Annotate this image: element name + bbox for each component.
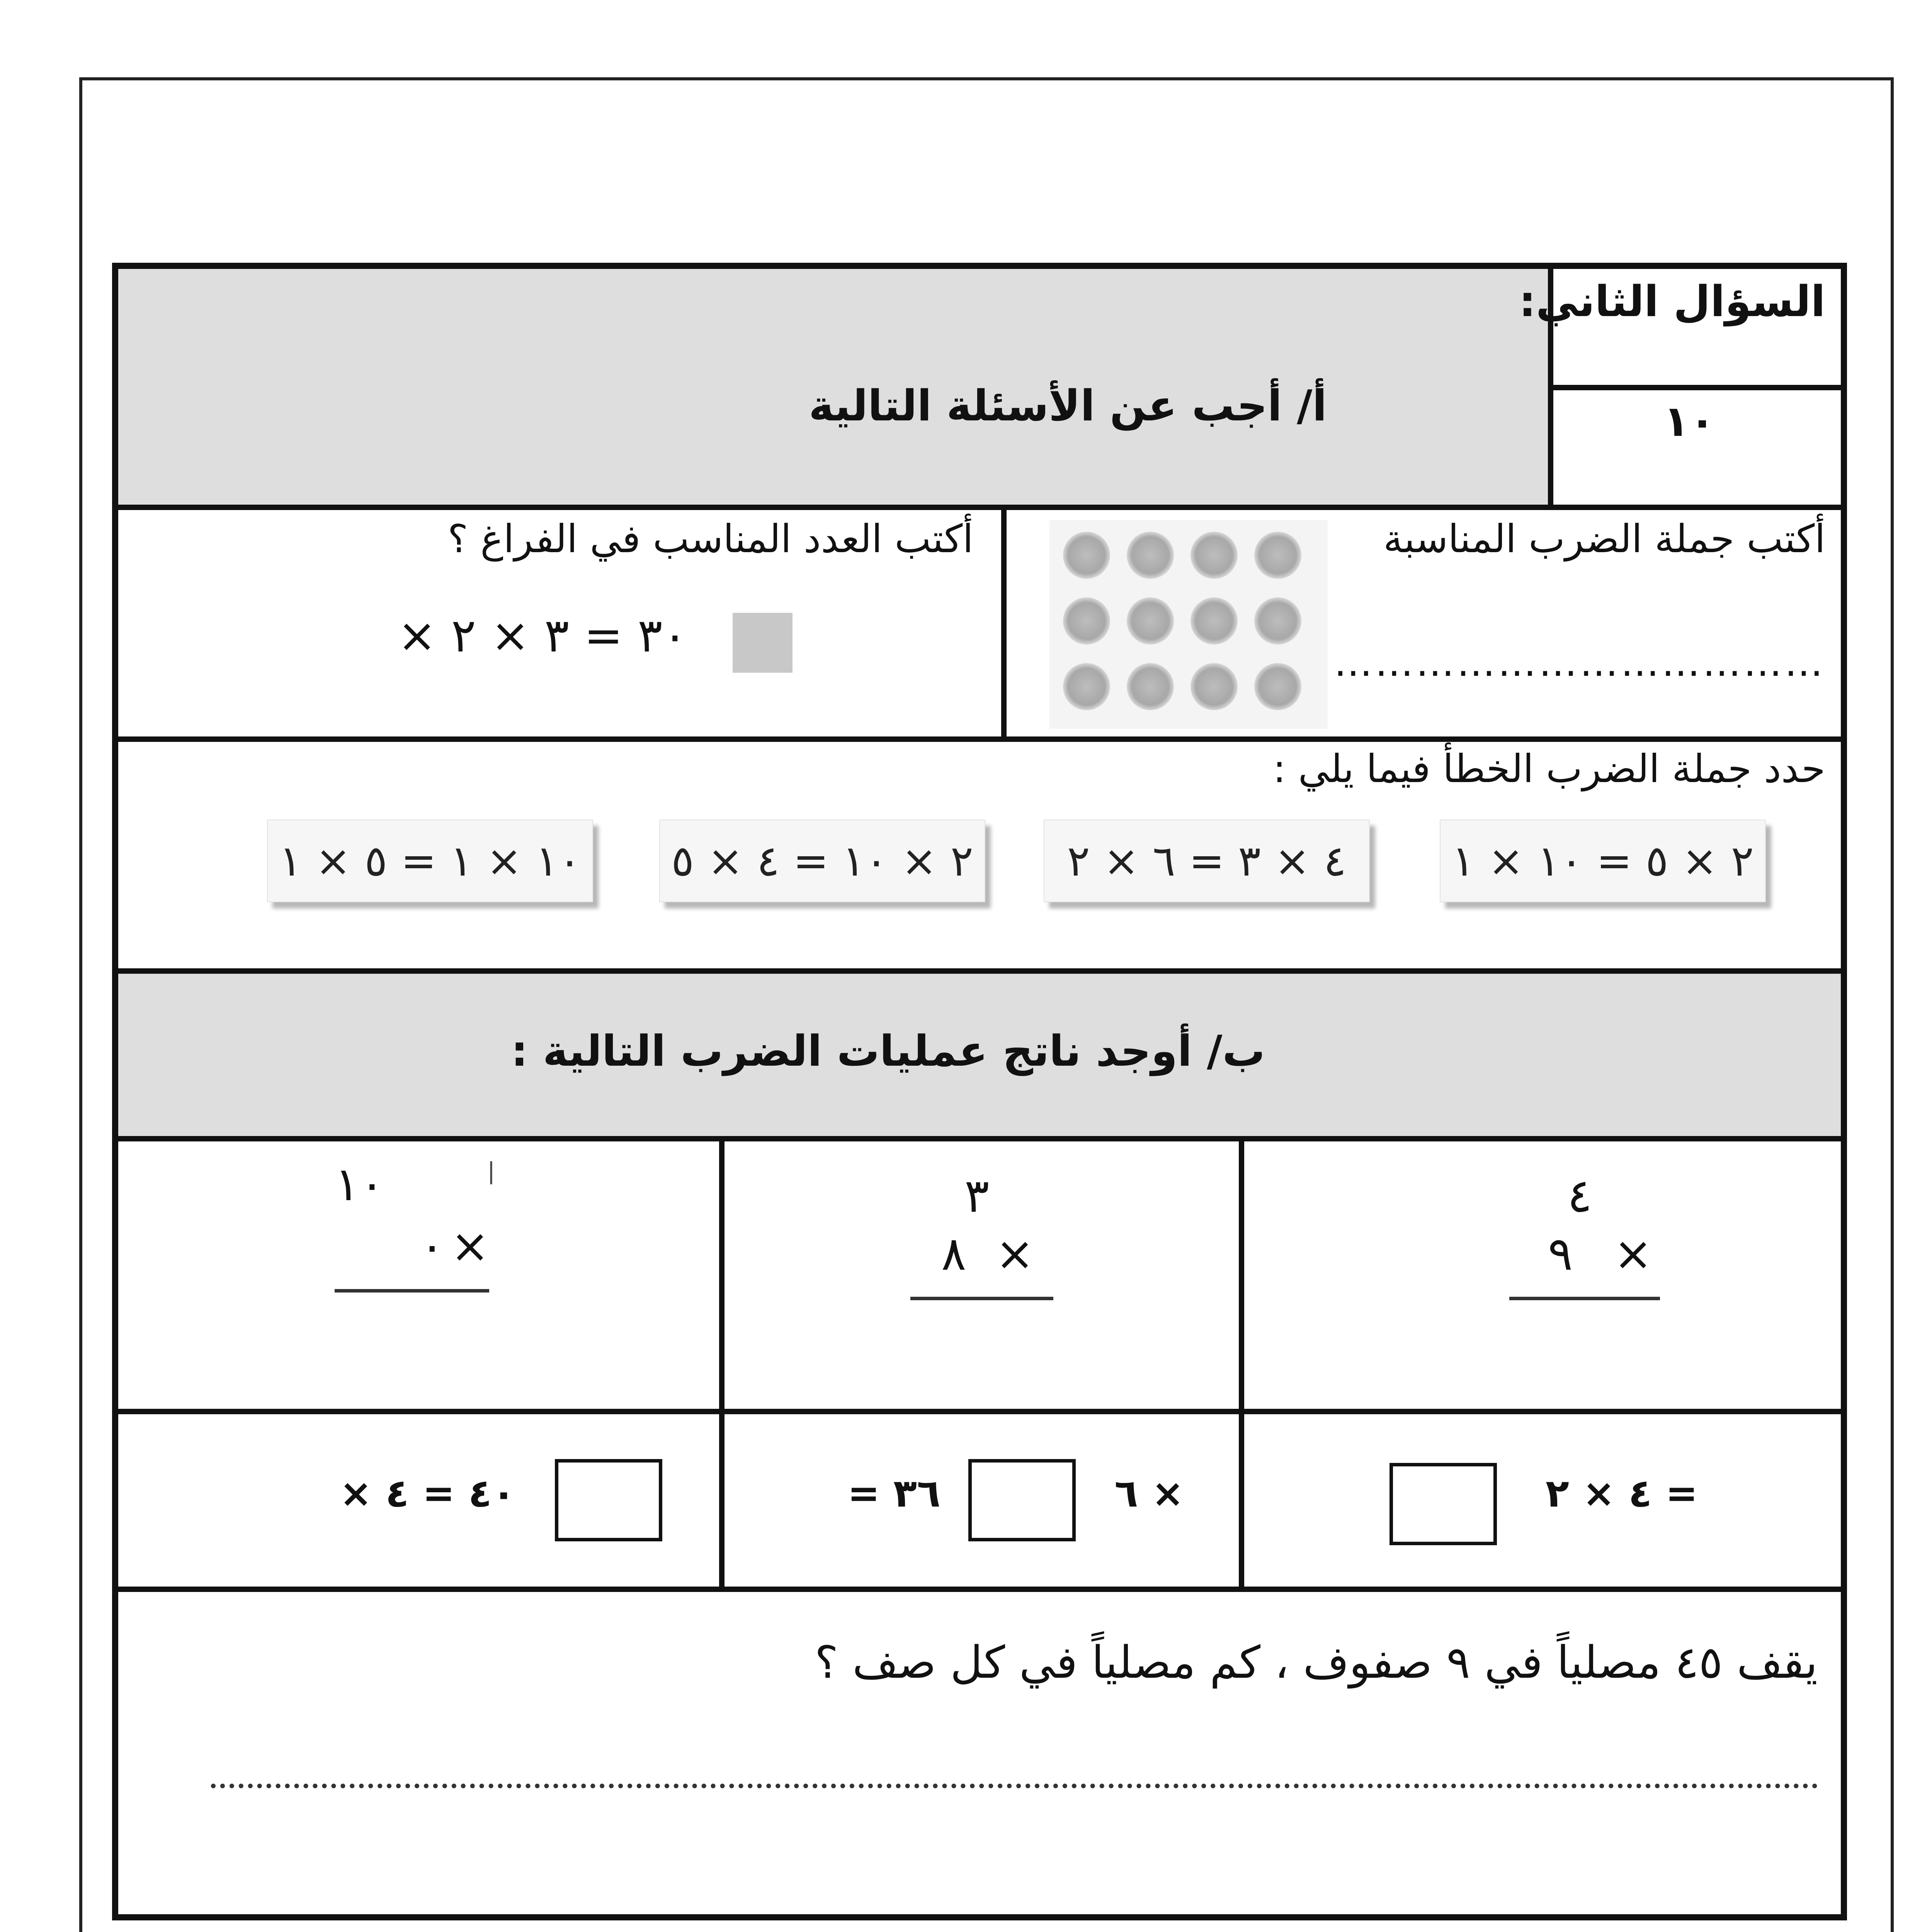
q3-option-3[interactable]: ٢ × ١٠ = ٤ × ٥ — [659, 820, 985, 902]
word-problem-answer-line[interactable] — [211, 1784, 1818, 1788]
q2-equation: ٣٠ = ٣ × ٢ × — [397, 609, 687, 663]
q2-blank-box[interactable] — [733, 613, 793, 673]
fill-box-2[interactable] — [968, 1459, 1076, 1541]
fill-box-1[interactable] — [1389, 1463, 1497, 1545]
q3-option-2[interactable]: ٤ × ٣ = ٦ × ٢ — [1044, 820, 1370, 902]
part-a-instruction: أ/ أجب عن الأسئلة التالية — [808, 381, 1327, 430]
q3-option-1[interactable]: ٢ × ٥ = ١٠ × ١ — [1440, 820, 1766, 902]
fill-equation-2-right: ٣٦ = — [847, 1471, 940, 1516]
q2-prompt: أكتب العدد المناسب في الفراغ ؟ — [447, 516, 973, 561]
fill-equation-1: = ٤ × ٢ — [1545, 1471, 1698, 1516]
vertical-problem-2: ٣ ٨ × — [910, 1169, 1073, 1343]
fill-equation-3: ٤٠ = ٤ × — [339, 1471, 515, 1516]
q3-prompt: حدد جملة الضرب الخطأ فيما يلي : — [1273, 746, 1825, 791]
fill-equation-2-left: × ٦ — [1114, 1471, 1184, 1516]
question-title: السؤال الثاني: — [1519, 277, 1825, 326]
vertical-problem-1: ٤ ٩ × — [1509, 1169, 1672, 1343]
worksheet-table — [112, 263, 1847, 1920]
counters-array — [1049, 520, 1328, 729]
fill-box-3[interactable] — [555, 1459, 662, 1541]
answer-rule — [335, 1289, 489, 1293]
q3-option-4[interactable]: ١٠ × ١ = ٥ × ١ — [267, 820, 593, 902]
score-value: ١٠ — [1663, 396, 1715, 446]
q1-answer-line[interactable]: ……………………………… — [1334, 640, 1825, 685]
part-b-instruction: ب/ أوجد ناتج عمليات الضرب التالية : — [511, 1026, 1265, 1076]
answer-rule — [910, 1297, 1053, 1300]
answer-rule — [1509, 1297, 1660, 1300]
q1-prompt: أكتب جملة الضرب المناسبة — [1383, 516, 1825, 561]
word-problem: يقف ٤٥ مصلياً في ٩ صفوف ، كم مصلياً في كل صف ؟ — [815, 1637, 1818, 1689]
vertical-problem-3: ١٠ | ٠ × — [335, 1158, 512, 1332]
